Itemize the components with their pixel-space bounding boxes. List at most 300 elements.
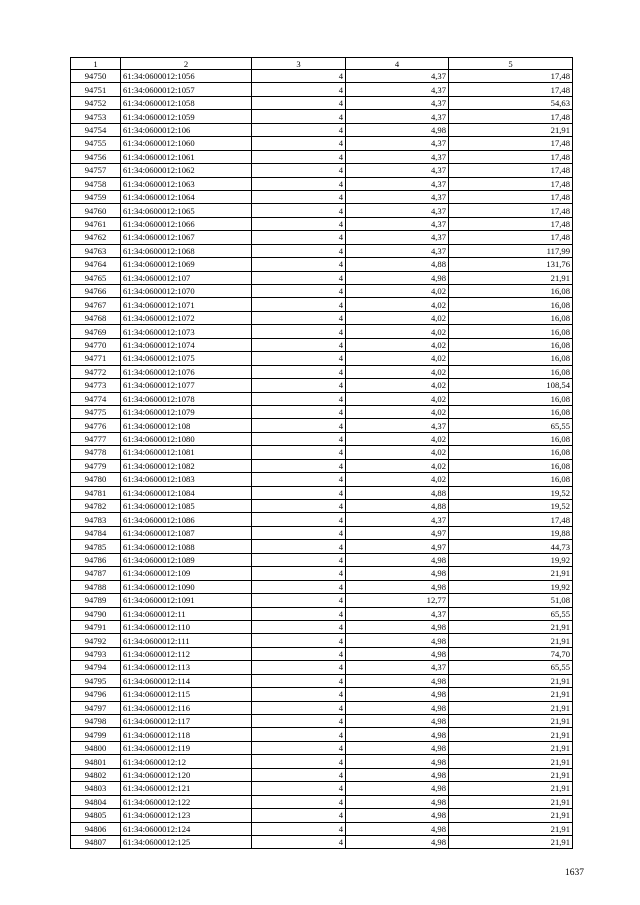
table-cell-col-4: 4,02 bbox=[346, 432, 449, 445]
table-cell-col-3: 4 bbox=[252, 688, 346, 701]
table-body bbox=[71, 70, 573, 849]
table-cell-col-5: 17,48 bbox=[449, 70, 573, 83]
table-row bbox=[71, 607, 573, 620]
table-cell-col-2: 61:34:0600012:1061 bbox=[121, 150, 252, 163]
table-cell-col-2: 61:34:0600012:1058 bbox=[121, 96, 252, 109]
table-cell-col-3: 4 bbox=[252, 809, 346, 822]
table-cell-col-4: 4,98 bbox=[346, 728, 449, 741]
table-row bbox=[71, 674, 573, 687]
table-cell-col-3: 4 bbox=[252, 137, 346, 150]
table-cell-col-2: 61:34:0600012:1059 bbox=[121, 110, 252, 123]
table-cell-col-3: 4 bbox=[252, 513, 346, 526]
table-cell-col-1: 94779 bbox=[71, 459, 121, 472]
table-row bbox=[71, 244, 573, 257]
table-cell-col-5: 16,08 bbox=[449, 459, 573, 472]
table-cell-col-5: 17,48 bbox=[449, 217, 573, 230]
table-cell-col-5: 131,76 bbox=[449, 258, 573, 271]
table-row bbox=[71, 782, 573, 795]
table-cell-col-1: 94791 bbox=[71, 620, 121, 633]
table-row bbox=[71, 164, 573, 177]
table-row bbox=[71, 835, 573, 848]
table-cell-col-3: 4 bbox=[252, 231, 346, 244]
table-row bbox=[71, 795, 573, 808]
table-cell-col-4: 4,98 bbox=[346, 741, 449, 754]
table-cell-col-5: 16,08 bbox=[449, 298, 573, 311]
table-cell-col-5: 108,54 bbox=[449, 379, 573, 392]
table-cell-col-5: 16,08 bbox=[449, 473, 573, 486]
table-cell-col-2: 61:34:0600012:1073 bbox=[121, 325, 252, 338]
table-row bbox=[71, 580, 573, 593]
table-cell-col-3: 4 bbox=[252, 741, 346, 754]
table-cell-col-2: 61:34:0600012:11 bbox=[121, 607, 252, 620]
table-cell-col-2: 61:34:0600012:114 bbox=[121, 674, 252, 687]
table-cell-col-1: 94777 bbox=[71, 432, 121, 445]
table-cell-col-2: 61:34:0600012:1057 bbox=[121, 83, 252, 96]
table-cell-col-2: 61:34:0600012:1063 bbox=[121, 177, 252, 190]
table-cell-col-5: 17,48 bbox=[449, 164, 573, 177]
table-cell-col-3: 4 bbox=[252, 473, 346, 486]
table-cell-col-2: 61:34:0600012:1074 bbox=[121, 338, 252, 351]
table-cell-col-2: 61:34:0600012:120 bbox=[121, 768, 252, 781]
table-cell-col-1: 94799 bbox=[71, 728, 121, 741]
table-cell-col-3: 4 bbox=[252, 379, 346, 392]
table-cell-col-1: 94782 bbox=[71, 500, 121, 513]
table-cell-col-3: 4 bbox=[252, 392, 346, 405]
table-cell-col-1: 94751 bbox=[71, 83, 121, 96]
table-row bbox=[71, 661, 573, 674]
table-row bbox=[71, 486, 573, 499]
table-row bbox=[71, 432, 573, 445]
table-row bbox=[71, 83, 573, 96]
table-cell-col-1: 94773 bbox=[71, 379, 121, 392]
table-cell-col-1: 94794 bbox=[71, 661, 121, 674]
table-cell-col-1: 94771 bbox=[71, 352, 121, 365]
table-cell-col-1: 94755 bbox=[71, 137, 121, 150]
table-cell-col-2: 61:34:0600012:1072 bbox=[121, 311, 252, 324]
table-cell-col-2: 61:34:0600012:124 bbox=[121, 822, 252, 835]
table-cell-col-3: 4 bbox=[252, 795, 346, 808]
table-cell-col-4: 4,37 bbox=[346, 137, 449, 150]
table-cell-col-2: 61:34:0600012:1088 bbox=[121, 540, 252, 553]
table-cell-col-3: 4 bbox=[252, 190, 346, 203]
table-row bbox=[71, 110, 573, 123]
table-cell-col-2: 61:34:0600012:1080 bbox=[121, 432, 252, 445]
table-cell-col-3: 4 bbox=[252, 701, 346, 714]
table-row bbox=[71, 594, 573, 607]
table-cell-col-5: 21,91 bbox=[449, 782, 573, 795]
table-cell-col-1: 94756 bbox=[71, 150, 121, 163]
table-cell-col-4: 4,37 bbox=[346, 204, 449, 217]
header-row bbox=[71, 58, 573, 70]
table-row bbox=[71, 338, 573, 351]
page-number: 1637 bbox=[565, 868, 584, 878]
table-cell-col-3: 4 bbox=[252, 526, 346, 539]
table-cell-col-5: 21,91 bbox=[449, 715, 573, 728]
table-cell-col-1: 94763 bbox=[71, 244, 121, 257]
table-row bbox=[71, 365, 573, 378]
table-cell-col-5: 16,08 bbox=[449, 432, 573, 445]
table-cell-col-1: 94762 bbox=[71, 231, 121, 244]
table-cell-col-4: 4,37 bbox=[346, 83, 449, 96]
table-row bbox=[71, 513, 573, 526]
table-cell-col-2: 61:34:0600012:1071 bbox=[121, 298, 252, 311]
table-cell-col-2: 61:34:0600012:112 bbox=[121, 647, 252, 660]
table-cell-col-3: 4 bbox=[252, 500, 346, 513]
table-cell-col-2: 61:34:0600012:1082 bbox=[121, 459, 252, 472]
table-cell-col-3: 4 bbox=[252, 325, 346, 338]
table-cell-col-5: 16,08 bbox=[449, 392, 573, 405]
table-cell-col-4: 4,37 bbox=[346, 244, 449, 257]
table-cell-col-1: 94798 bbox=[71, 715, 121, 728]
table-cell-col-4: 4,02 bbox=[346, 365, 449, 378]
table-cell-col-5: 16,08 bbox=[449, 338, 573, 351]
table-cell-col-4: 4,98 bbox=[346, 647, 449, 660]
table-cell-col-2: 61:34:0600012:1069 bbox=[121, 258, 252, 271]
table-cell-col-1: 94806 bbox=[71, 822, 121, 835]
table-cell-col-5: 117,99 bbox=[449, 244, 573, 257]
table-cell-col-5: 19,92 bbox=[449, 553, 573, 566]
table-cell-col-4: 12,77 bbox=[346, 594, 449, 607]
table-cell-col-3: 4 bbox=[252, 83, 346, 96]
table-cell-col-2: 61:34:0600012:123 bbox=[121, 809, 252, 822]
table-cell-col-3: 4 bbox=[252, 567, 346, 580]
table-cell-col-3: 4 bbox=[252, 217, 346, 230]
table-cell-col-2: 61:34:0600012:107 bbox=[121, 271, 252, 284]
table-cell-col-4: 4,37 bbox=[346, 177, 449, 190]
table-row bbox=[71, 809, 573, 822]
table-cell-col-4: 4,97 bbox=[346, 526, 449, 539]
table-cell-col-2: 61:34:0600012:1077 bbox=[121, 379, 252, 392]
table-cell-col-2: 61:34:0600012:1070 bbox=[121, 285, 252, 298]
table-row bbox=[71, 755, 573, 768]
table-cell-col-4: 4,98 bbox=[346, 580, 449, 593]
table-cell-col-5: 21,91 bbox=[449, 822, 573, 835]
table-cell-col-5: 17,48 bbox=[449, 231, 573, 244]
table-row bbox=[71, 123, 573, 136]
table-cell-col-5: 19,52 bbox=[449, 500, 573, 513]
table-cell-col-3: 4 bbox=[252, 553, 346, 566]
table-cell-col-2: 61:34:0600012:117 bbox=[121, 715, 252, 728]
table-cell-col-2: 61:34:0600012:1086 bbox=[121, 513, 252, 526]
table-cell-col-4: 4,37 bbox=[346, 513, 449, 526]
table-cell-col-4: 4,37 bbox=[346, 217, 449, 230]
table-row bbox=[71, 634, 573, 647]
table-cell-col-5: 16,08 bbox=[449, 352, 573, 365]
table-cell-col-5: 17,48 bbox=[449, 204, 573, 217]
table-row bbox=[71, 567, 573, 580]
table-cell-col-5: 21,91 bbox=[449, 688, 573, 701]
table-cell-col-2: 61:34:0600012:1083 bbox=[121, 473, 252, 486]
table-row bbox=[71, 553, 573, 566]
table-cell-col-1: 94752 bbox=[71, 96, 121, 109]
table-cell-col-4: 4,02 bbox=[346, 405, 449, 418]
table-cell-col-1: 94784 bbox=[71, 526, 121, 539]
table-cell-col-1: 94801 bbox=[71, 755, 121, 768]
table-cell-col-5: 74,70 bbox=[449, 647, 573, 660]
table-row bbox=[71, 526, 573, 539]
table-cell-col-1: 94793 bbox=[71, 647, 121, 660]
table-row bbox=[71, 325, 573, 338]
table-cell-col-5: 44,73 bbox=[449, 540, 573, 553]
table-row bbox=[71, 258, 573, 271]
table-cell-col-1: 94766 bbox=[71, 285, 121, 298]
table-row bbox=[71, 177, 573, 190]
table-cell-col-5: 17,48 bbox=[449, 190, 573, 203]
table-cell-col-2: 61:34:0600012:125 bbox=[121, 835, 252, 848]
table-cell-col-3: 4 bbox=[252, 432, 346, 445]
table-cell-col-5: 19,52 bbox=[449, 486, 573, 499]
table-cell-col-5: 21,91 bbox=[449, 809, 573, 822]
table-cell-col-2: 61:34:0600012:1081 bbox=[121, 446, 252, 459]
table-row bbox=[71, 688, 573, 701]
table-row bbox=[71, 768, 573, 781]
table-row bbox=[71, 137, 573, 150]
table-cell-col-4: 4,88 bbox=[346, 486, 449, 499]
table-cell-col-3: 4 bbox=[252, 177, 346, 190]
table-cell-col-2: 61:34:0600012:1064 bbox=[121, 190, 252, 203]
column-header-3: 3 bbox=[252, 58, 346, 70]
table-cell-col-3: 4 bbox=[252, 768, 346, 781]
table-cell-col-4: 4,88 bbox=[346, 500, 449, 513]
table-cell-col-1: 94797 bbox=[71, 701, 121, 714]
table-cell-col-5: 16,08 bbox=[449, 325, 573, 338]
table-cell-col-4: 4,02 bbox=[346, 285, 449, 298]
table-cell-col-2: 61:34:0600012:1067 bbox=[121, 231, 252, 244]
table-cell-col-2: 61:34:0600012:110 bbox=[121, 620, 252, 633]
data-table-container bbox=[70, 57, 572, 849]
table-cell-col-1: 94786 bbox=[71, 553, 121, 566]
table-cell-col-1: 94761 bbox=[71, 217, 121, 230]
table-cell-col-1: 94759 bbox=[71, 190, 121, 203]
table-row bbox=[71, 190, 573, 203]
table-cell-col-2: 61:34:0600012:106 bbox=[121, 123, 252, 136]
table-cell-col-3: 4 bbox=[252, 150, 346, 163]
table-cell-col-4: 4,97 bbox=[346, 540, 449, 553]
table-cell-col-5: 21,91 bbox=[449, 271, 573, 284]
table-cell-col-2: 61:34:0600012:1076 bbox=[121, 365, 252, 378]
table-cell-col-5: 21,91 bbox=[449, 620, 573, 633]
table-cell-col-5: 21,91 bbox=[449, 674, 573, 687]
table-cell-col-3: 4 bbox=[252, 647, 346, 660]
table-cell-col-4: 4,98 bbox=[346, 567, 449, 580]
table-cell-col-3: 4 bbox=[252, 244, 346, 257]
table-cell-col-1: 94758 bbox=[71, 177, 121, 190]
table-cell-col-4: 4,98 bbox=[346, 634, 449, 647]
table-cell-col-4: 4,98 bbox=[346, 835, 449, 848]
table-cell-col-2: 61:34:0600012:1065 bbox=[121, 204, 252, 217]
table-cell-col-3: 4 bbox=[252, 607, 346, 620]
table-row bbox=[71, 311, 573, 324]
table-cell-col-4: 4,98 bbox=[346, 701, 449, 714]
table-row bbox=[71, 96, 573, 109]
table-cell-col-5: 17,48 bbox=[449, 83, 573, 96]
table-row bbox=[71, 473, 573, 486]
table-cell-col-4: 4,02 bbox=[346, 392, 449, 405]
table-cell-col-4: 4,98 bbox=[346, 553, 449, 566]
table-cell-col-1: 94760 bbox=[71, 204, 121, 217]
table-cell-col-4: 4,02 bbox=[346, 325, 449, 338]
table-cell-col-3: 4 bbox=[252, 540, 346, 553]
table-cell-col-3: 4 bbox=[252, 755, 346, 768]
table-row bbox=[71, 620, 573, 633]
table-cell-col-1: 94788 bbox=[71, 580, 121, 593]
table-cell-col-4: 4,37 bbox=[346, 231, 449, 244]
table-row bbox=[71, 392, 573, 405]
table-cell-col-3: 4 bbox=[252, 96, 346, 109]
table-row bbox=[71, 728, 573, 741]
table-cell-col-5: 65,55 bbox=[449, 419, 573, 432]
table-cell-col-4: 4,98 bbox=[346, 123, 449, 136]
table-cell-col-5: 17,48 bbox=[449, 110, 573, 123]
table-cell-col-4: 4,88 bbox=[346, 258, 449, 271]
table-row bbox=[71, 419, 573, 432]
table-cell-col-3: 4 bbox=[252, 835, 346, 848]
table-cell-col-4: 4,02 bbox=[346, 352, 449, 365]
table-cell-col-5: 17,48 bbox=[449, 177, 573, 190]
table-cell-col-3: 4 bbox=[252, 405, 346, 418]
table-cell-col-1: 94795 bbox=[71, 674, 121, 687]
table-cell-col-5: 16,08 bbox=[449, 405, 573, 418]
table-cell-col-4: 4,98 bbox=[346, 795, 449, 808]
table-cell-col-1: 94754 bbox=[71, 123, 121, 136]
table-cell-col-2: 61:34:0600012:109 bbox=[121, 567, 252, 580]
table-cell-col-4: 4,02 bbox=[346, 379, 449, 392]
table-row bbox=[71, 540, 573, 553]
table-cell-col-1: 94764 bbox=[71, 258, 121, 271]
table-cell-col-5: 16,08 bbox=[449, 446, 573, 459]
column-header-5: 5 bbox=[449, 58, 573, 70]
table-cell-col-1: 94807 bbox=[71, 835, 121, 848]
table-cell-col-1: 94772 bbox=[71, 365, 121, 378]
table-cell-col-1: 94781 bbox=[71, 486, 121, 499]
table-cell-col-5: 21,91 bbox=[449, 741, 573, 754]
table-row bbox=[71, 741, 573, 754]
table-cell-col-5: 16,08 bbox=[449, 311, 573, 324]
table-cell-col-1: 94768 bbox=[71, 311, 121, 324]
table-cell-col-1: 94757 bbox=[71, 164, 121, 177]
table-cell-col-1: 94787 bbox=[71, 567, 121, 580]
table-row bbox=[71, 231, 573, 244]
cadastral-table bbox=[70, 57, 573, 849]
column-header-1: 1 bbox=[71, 58, 121, 70]
table-cell-col-3: 4 bbox=[252, 446, 346, 459]
table-cell-col-4: 4,02 bbox=[346, 338, 449, 351]
table-cell-col-2: 61:34:0600012:1091 bbox=[121, 594, 252, 607]
table-cell-col-5: 17,48 bbox=[449, 150, 573, 163]
table-cell-col-5: 17,48 bbox=[449, 513, 573, 526]
table-cell-col-2: 61:34:0600012:1085 bbox=[121, 500, 252, 513]
table-cell-col-2: 61:34:0600012:1062 bbox=[121, 164, 252, 177]
table-cell-col-4: 4,37 bbox=[346, 70, 449, 83]
table-cell-col-5: 51,08 bbox=[449, 594, 573, 607]
table-cell-col-3: 4 bbox=[252, 352, 346, 365]
table-cell-col-3: 4 bbox=[252, 164, 346, 177]
table-cell-col-4: 4,98 bbox=[346, 715, 449, 728]
column-header-2: 2 bbox=[121, 58, 252, 70]
table-cell-col-1: 94775 bbox=[71, 405, 121, 418]
table-cell-col-4: 4,98 bbox=[346, 768, 449, 781]
table-cell-col-5: 21,91 bbox=[449, 835, 573, 848]
table-cell-col-2: 61:34:0600012:1066 bbox=[121, 217, 252, 230]
table-cell-col-5: 21,91 bbox=[449, 795, 573, 808]
table-cell-col-4: 4,37 bbox=[346, 96, 449, 109]
table-cell-col-2: 61:34:0600012:1089 bbox=[121, 553, 252, 566]
table-cell-col-2: 61:34:0600012:119 bbox=[121, 741, 252, 754]
table-cell-col-2: 61:34:0600012:122 bbox=[121, 795, 252, 808]
table-cell-col-1: 94796 bbox=[71, 688, 121, 701]
table-cell-col-5: 16,08 bbox=[449, 285, 573, 298]
table-cell-col-4: 4,37 bbox=[346, 110, 449, 123]
table-cell-col-5: 54,63 bbox=[449, 96, 573, 109]
table-cell-col-3: 4 bbox=[252, 728, 346, 741]
table-row bbox=[71, 298, 573, 311]
table-cell-col-5: 19,88 bbox=[449, 526, 573, 539]
table-row bbox=[71, 150, 573, 163]
table-cell-col-3: 4 bbox=[252, 271, 346, 284]
table-row bbox=[71, 352, 573, 365]
table-row bbox=[71, 715, 573, 728]
table-row bbox=[71, 285, 573, 298]
table-cell-col-4: 4,02 bbox=[346, 473, 449, 486]
table-cell-col-4: 4,02 bbox=[346, 446, 449, 459]
table-cell-col-1: 94805 bbox=[71, 809, 121, 822]
table-cell-col-3: 4 bbox=[252, 782, 346, 795]
table-cell-col-3: 4 bbox=[252, 123, 346, 136]
table-cell-col-4: 4,37 bbox=[346, 190, 449, 203]
table-cell-col-3: 4 bbox=[252, 661, 346, 674]
table-cell-col-3: 4 bbox=[252, 486, 346, 499]
table-cell-col-1: 94770 bbox=[71, 338, 121, 351]
table-cell-col-2: 61:34:0600012:1084 bbox=[121, 486, 252, 499]
table-cell-col-2: 61:34:0600012:1068 bbox=[121, 244, 252, 257]
table-cell-col-4: 4,37 bbox=[346, 150, 449, 163]
table-cell-col-2: 61:34:0600012:1056 bbox=[121, 70, 252, 83]
table-cell-col-2: 61:34:0600012:108 bbox=[121, 419, 252, 432]
table-cell-col-4: 4,98 bbox=[346, 688, 449, 701]
table-cell-col-3: 4 bbox=[252, 204, 346, 217]
table-row bbox=[71, 647, 573, 660]
table-cell-col-3: 4 bbox=[252, 594, 346, 607]
table-cell-col-4: 4,02 bbox=[346, 311, 449, 324]
table-cell-col-2: 61:34:0600012:121 bbox=[121, 782, 252, 795]
column-header-4: 4 bbox=[346, 58, 449, 70]
table-cell-col-4: 4,37 bbox=[346, 661, 449, 674]
table-cell-col-5: 21,91 bbox=[449, 567, 573, 580]
table-cell-col-4: 4,98 bbox=[346, 809, 449, 822]
table-cell-col-2: 61:34:0600012:1078 bbox=[121, 392, 252, 405]
table-cell-col-2: 61:34:0600012:1075 bbox=[121, 352, 252, 365]
table-cell-col-3: 4 bbox=[252, 634, 346, 647]
table-cell-col-4: 4,02 bbox=[346, 459, 449, 472]
table-row bbox=[71, 217, 573, 230]
table-row bbox=[71, 446, 573, 459]
table-cell-col-1: 94776 bbox=[71, 419, 121, 432]
table-cell-col-5: 65,55 bbox=[449, 661, 573, 674]
table-cell-col-3: 4 bbox=[252, 285, 346, 298]
table-cell-col-3: 4 bbox=[252, 580, 346, 593]
table-cell-col-3: 4 bbox=[252, 338, 346, 351]
table-cell-col-2: 61:34:0600012:12 bbox=[121, 755, 252, 768]
table-cell-col-3: 4 bbox=[252, 311, 346, 324]
table-row bbox=[71, 204, 573, 217]
table-cell-col-4: 4,98 bbox=[346, 755, 449, 768]
table-cell-col-3: 4 bbox=[252, 715, 346, 728]
table-cell-col-1: 94778 bbox=[71, 446, 121, 459]
table-cell-col-1: 94780 bbox=[71, 473, 121, 486]
table-cell-col-3: 4 bbox=[252, 674, 346, 687]
table-row bbox=[71, 459, 573, 472]
table-cell-col-4: 4,98 bbox=[346, 822, 449, 835]
